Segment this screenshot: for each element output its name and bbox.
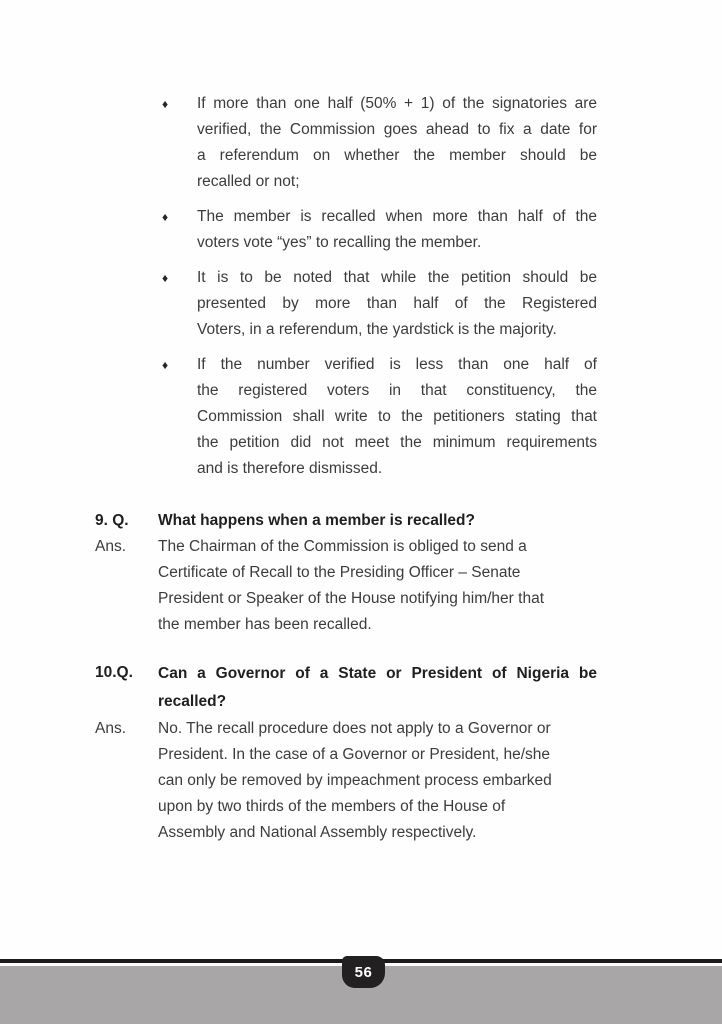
text-line: President or Speaker of the House notifying him/her that bbox=[158, 590, 544, 607]
bullet-paragraph bbox=[197, 265, 597, 343]
text-line: What happens when a member is recalled? bbox=[158, 512, 475, 529]
text-line: verified, the Commission goes ahead to fix a date for bbox=[197, 121, 597, 138]
text-line: Certificate of Recall to the Presiding Officer – Senate bbox=[158, 564, 521, 581]
text-line: The member is recalled when more than half of the bbox=[197, 208, 597, 225]
question-row bbox=[95, 660, 597, 716]
answer-label: Ans. bbox=[95, 538, 127, 555]
question-number: 9. Q. bbox=[95, 512, 129, 529]
text-line: Voters, in a referendum, the yardstick is the majority. bbox=[197, 321, 557, 338]
answer-text bbox=[158, 716, 597, 846]
text-line: Commission shall write to the petitioners stating that bbox=[197, 408, 597, 425]
answer-row bbox=[95, 716, 597, 846]
text-line: If the number verified is less than one half of bbox=[197, 356, 597, 373]
page-number: 56 bbox=[354, 963, 373, 981]
text-line: a referendum on whether the member should be bbox=[197, 147, 597, 164]
answer-label: Ans. bbox=[95, 720, 127, 737]
qa-block-10 bbox=[95, 660, 597, 846]
text-line: and is therefore dismissed. bbox=[197, 460, 383, 477]
bullet-paragraph bbox=[197, 204, 597, 256]
text-line: If more than one half (50% + 1) of the signatories are bbox=[197, 95, 597, 112]
answer-row bbox=[95, 534, 597, 638]
bullet-item bbox=[95, 91, 597, 195]
text-line: can only be removed by impeachment process embarked bbox=[158, 772, 552, 789]
page-number-badge bbox=[342, 956, 385, 988]
qa-block-9 bbox=[95, 508, 597, 638]
text-line: No. The recall procedure does not apply to a Governor or bbox=[158, 720, 551, 737]
page-content bbox=[95, 91, 597, 846]
text-line: voters vote “yes” to recalling the member. bbox=[197, 234, 482, 251]
text-line: recalled? bbox=[158, 693, 227, 710]
text-line: the registered voters in that constituency, the bbox=[197, 382, 597, 399]
bullet-item bbox=[95, 265, 597, 343]
answer-text bbox=[158, 534, 597, 638]
text-line: recalled or not; bbox=[197, 173, 300, 190]
text-line: Can a Governor of a State or President of Nigeria be bbox=[158, 665, 597, 682]
bullet-item bbox=[95, 204, 597, 256]
diamond-bullet-icon: ♦ bbox=[162, 271, 169, 285]
diamond-bullet-icon: ♦ bbox=[162, 210, 169, 224]
diamond-bullet-icon: ♦ bbox=[162, 97, 169, 111]
question-row bbox=[95, 508, 597, 534]
text-line: upon by two thirds of the members of the House of bbox=[158, 798, 506, 815]
text-line: It is to be noted that while the petition should be bbox=[197, 269, 597, 286]
text-line: President. In the case of a Governor or President, he/she bbox=[158, 746, 551, 763]
text-line: presented by more than half of the Registered bbox=[197, 295, 597, 312]
bullet-paragraph bbox=[197, 352, 597, 482]
question-text bbox=[158, 508, 597, 534]
bullet-paragraph bbox=[197, 91, 597, 195]
text-line: The Chairman of the Commission is obliged to send a bbox=[158, 538, 527, 555]
question-text bbox=[158, 660, 597, 716]
text-line: the petition did not meet the minimum requirements bbox=[197, 434, 597, 451]
text-line: the member has been recalled. bbox=[158, 616, 372, 633]
question-number: 10.Q. bbox=[95, 664, 133, 681]
bullet-item bbox=[95, 352, 597, 482]
diamond-bullet-icon: ♦ bbox=[162, 358, 169, 372]
text-line: Assembly and National Assembly respectively. bbox=[158, 824, 477, 841]
